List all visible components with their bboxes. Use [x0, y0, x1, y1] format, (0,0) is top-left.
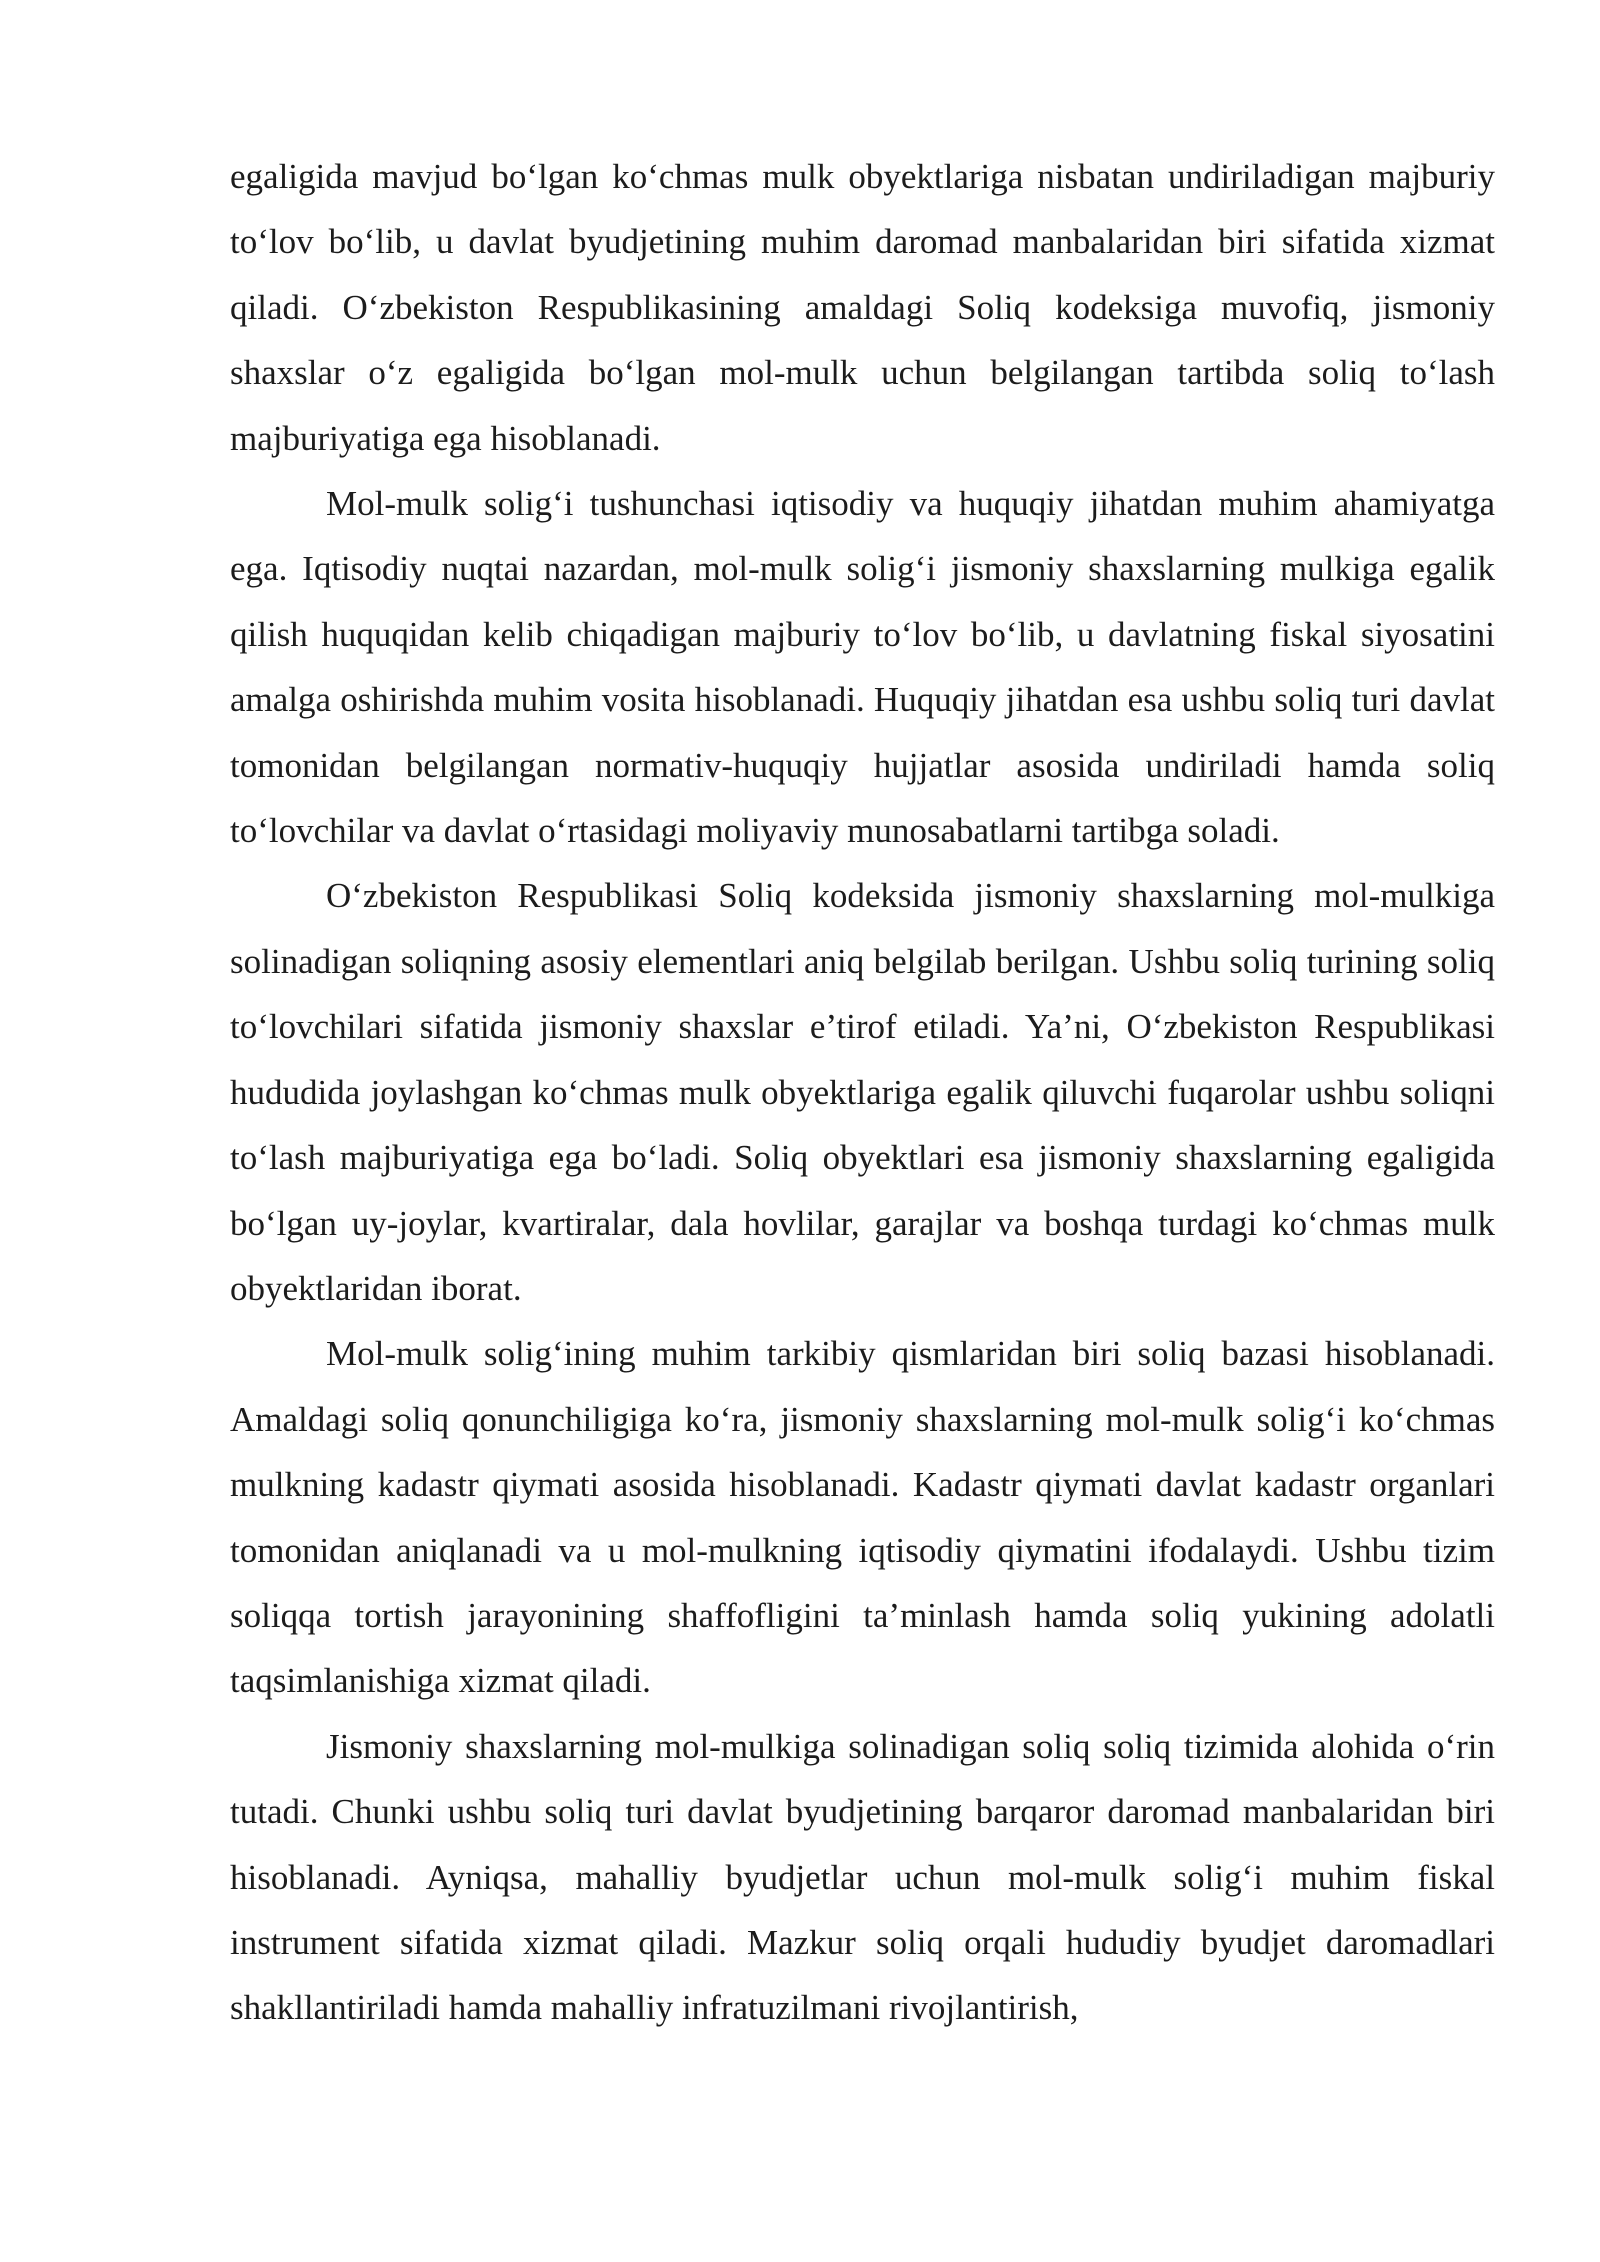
paragraph-tax-code-elements: O‘zbekiston Respublikasi Soliq kodeksida jismoniy shaxslarning mol-mulkiga solinadigan soliqning asosiy elementlari aniq belgilab berilgan. Ushbu soliq turining soliq to‘lovchilari sifatida jismoniy shaxslar e’tirof etiladi. Ya’ni, O‘zbekiston Respublikasi hududida joylashgan ko‘chmas mulk obyektlariga egalik qiluvchi fuqarolar ushbu soliqni to‘lash majburiyatiga ega bo‘ladi. Soliq obyektlari esa jismoniy shaxslarning egaligida bo‘lgan uy-joylar, kvartiralar, dala hovlilar, garajlar va boshqa turdagi ko‘chmas mulk obyektlaridan iborat.: [230, 876, 1495, 1308]
paragraph-tax-concept: Mol-mulk solig‘i tushunchasi iqtisodiy va huquqiy jihatdan muhim ahamiyatga ega. Iqtisodiy nuqtai nazardan, mol-mulk solig‘i jismoniy shaxslarning mulkiga egalik qilish huquqidan kelib chiqadigan majburiy to‘lov bo‘lib, u davlatning fiskal siyosatini amalga oshirishda muhim vosita hisoblanadi. Huquqiy jihatdan esa ushbu soliq turi davlat tomonidan belgilangan normativ-huquqiy hujjatlar asosida undiriladi hamda soliq to‘lovchilar va davlat o‘rtasidagi moliyaviy munosabatlarni tartibga soladi.: [230, 484, 1495, 851]
paragraph-tax-base: Mol-mulk solig‘ining muhim tarkibiy qismlaridan biri soliq bazasi hisoblanadi. Amaldagi soliq qonunchiligiga ko‘ra, jismoniy shaxslarning mol-mulk solig‘i ko‘chmas mulkning kadastr qiymati asosida hisoblanadi. Kadastr qiymati davlat kadastr organlari tomonidan aniqlanadi va u mol-mulkning iqtisodiy qiymatini ifodalaydi. Ushbu tizim soliqqa tortish jarayonining shaffofligini ta’minlash hamda soliq yukining adolatli taqsimlanishiga xizmat qiladi.: [230, 1334, 1495, 1701]
document-body: [230, 144, 1495, 2041]
paragraph-continuation: egaligida mavjud bo‘lgan ko‘chmas mulk obyektlariga nisbatan undiriladigan majburiy to‘lov bo‘lib, u davlat byudjetining muhim daromad manbalaridan biri sifatida xizmat qiladi. O‘zbekiston Respublikasining amaldagi Soliq kodeksiga muvofiq, jismoniy shaxslar o‘z egaligida bo‘lgan mol-mulk uchun belgilangan tartibda soliq to‘lash majburiyatiga ega hisoblanadi.: [230, 157, 1495, 458]
paragraph-tax-role: Jismoniy shaxslarning mol-mulkiga solinadigan soliq soliq tizimida alohida o‘rin tutadi. Chunki ushbu soliq turi davlat byudjetining barqaror daromad manbalaridan biri hisoblanadi. Ayniqsa, mahalliy byudjetlar uchun mol-mulk solig‘i muhim fiskal instrument sifatida xizmat qiladi. Mazkur soliq orqali hududiy byudjet daromadlari shakllantiriladi hamda mahalliy infratuzilmani rivojlantirish,: [230, 1726, 1495, 2028]
